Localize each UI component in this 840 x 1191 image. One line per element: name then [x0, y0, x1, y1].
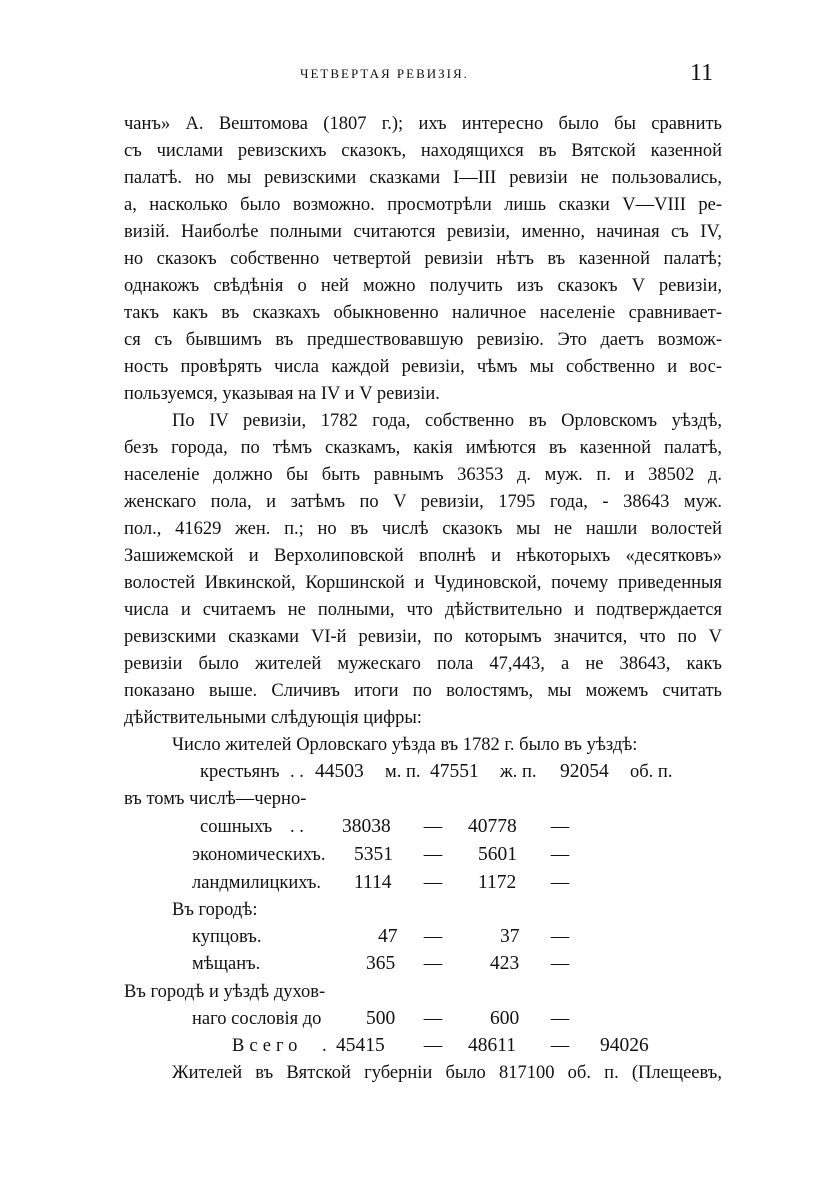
table-subheading: въ томъ числѣ—черно- [124, 789, 307, 809]
text-line: съ числами ревизскихъ сказокъ, находящихся въ Вятской казенной [124, 141, 722, 161]
text-line: визій. Наиболѣе полными считаются ревизіи, именно, начиная съ IV, [124, 222, 722, 242]
value-female: 37 [500, 926, 520, 947]
unit-female: ж. п. [500, 762, 537, 782]
text-line: По IV ревизіи, 1782 года, собственно въ Орловскомъ уѣздѣ, [172, 411, 722, 431]
text-line: дѣйствительными слѣдующія цифры: [124, 708, 422, 728]
dash: — [550, 873, 570, 893]
text-line: ность провѣрять числа каждой ревизіи, чѣмъ мы собственно и вос- [124, 357, 722, 377]
text-line: безъ города, по тѣмъ сказкамъ, какія имѣются въ казенной палатѣ, [124, 438, 722, 458]
text-line: но сказокъ собственно четвертой ревизіи нѣтъ въ казенной палатѣ; [124, 249, 722, 269]
text-line: показано выше. Сличивъ итоги по волостямъ, мы можемъ считать [124, 681, 722, 701]
dash: — [423, 845, 443, 865]
total-label: Всего [232, 1036, 303, 1056]
text-line: а, насколько было возможно. просмотрѣли лишь сказки V—VIII ре- [124, 195, 722, 215]
dash: — [550, 927, 570, 947]
table-intro: Число жителей Орловскаго уѣзда въ 1782 г. было въ уѣздѣ: [172, 735, 638, 755]
dash: — [423, 1036, 443, 1056]
value-female: 600 [490, 1008, 520, 1029]
row-label: сошныхъ [200, 817, 273, 837]
value-male: 38038 [342, 816, 391, 837]
dash: — [423, 927, 443, 947]
value-male: 5351 [354, 844, 393, 865]
row-label: экономическихъ. [192, 845, 326, 865]
value-female: 47551 [430, 761, 479, 782]
value-female: 5601 [478, 844, 517, 865]
text-line: чанъ» А. Вештомова (1807 г.); ихъ интересно было бы сравнить [124, 114, 722, 134]
row-label: мѣщанъ. [192, 954, 261, 974]
text-line: женскаго пола, и затѣмъ по V ревизіи, 1795 года, - 38643 муж. [124, 492, 722, 512]
value-female: 40778 [468, 816, 517, 837]
text-line: числа и считаемъ не полными, что дѣйствительно и подтверждается [124, 600, 722, 620]
text-line: однакожъ свѣдѣнія о ней можно получить изъ сказокъ V ревизіи, [124, 276, 722, 296]
dash: — [550, 1036, 570, 1056]
text-line: Жителей въ Вятской губерніи было 817100 об. п. (Плещеевъ, [172, 1063, 722, 1083]
text-line: волостей Ивкинской, Коршинской и Чудиновской, почему приведенныя [124, 573, 722, 593]
value-male: 47 [378, 926, 398, 947]
text-line: Зашижемской и Верхолиповской вполнѣ и нѣкоторыхъ «десятковъ» [124, 546, 722, 566]
text-line: такъ какъ въ сказкахъ обыкновенно наличное населеніе сравнивает- [124, 303, 722, 323]
dash: — [550, 845, 570, 865]
dash: — [423, 817, 443, 837]
total-all: 94026 [600, 1035, 649, 1056]
clergy-label: Въ городѣ и уѣздѣ духов- [124, 982, 326, 1002]
text-line: ся съ бывшимъ въ предшествовавшую ревизію. Это даетъ возмож- [124, 330, 722, 350]
dash: — [423, 954, 443, 974]
total-dot: . [322, 1036, 327, 1056]
clergy-label: наго сословія до [192, 1009, 322, 1029]
value-female: 1172 [478, 872, 517, 893]
row-label: купцовъ. [192, 927, 262, 947]
value-male: 365 [366, 953, 396, 974]
unit-total: об. п. [630, 762, 673, 782]
text-line: пол., 41629 жен. п.; но въ числѣ сказокъ мы не нашли волостей [124, 519, 722, 539]
dash: — [550, 1009, 570, 1029]
value-male: 44503 [315, 761, 364, 782]
total-male: 45415 [336, 1035, 385, 1056]
text-line: пользуемся, указывая на IV и V ревизіи. [124, 384, 440, 404]
value-male: 1114 [354, 872, 392, 893]
city-heading: Въ городѣ: [172, 900, 258, 920]
unit-male: м. п. [385, 762, 421, 782]
text-line: ревизіи было жителей мужескаго пола 47,443, а не 38643, какъ [124, 654, 722, 674]
row-label: ландмилицкихъ. [192, 873, 322, 893]
row-dots: . . [290, 817, 304, 837]
text-line: палатѣ. но мы ревизскими сказками I—III ревизіи не пользовались, [124, 168, 722, 188]
value-male: 500 [366, 1008, 396, 1029]
running-title: ЧЕТВЕРТАЯ РЕВИЗІЯ. [300, 66, 469, 81]
row-dots: . . [290, 762, 304, 782]
row-label: крестьянъ [200, 762, 280, 782]
total-female: 48611 [468, 1035, 517, 1056]
text-line: населеніе должно бы быть равнымъ 36353 д. муж. п. и 38502 д. [124, 465, 722, 485]
page-number: 11 [690, 60, 714, 86]
value-total: 92054 [560, 761, 609, 782]
dash: — [550, 817, 570, 837]
dash: — [550, 954, 570, 974]
dash: — [423, 873, 443, 893]
dash: — [423, 1009, 443, 1029]
value-female: 423 [490, 953, 520, 974]
text-line: ревизскими сказками VI-й ревизіи, по которымъ значится, что по V [124, 627, 722, 647]
